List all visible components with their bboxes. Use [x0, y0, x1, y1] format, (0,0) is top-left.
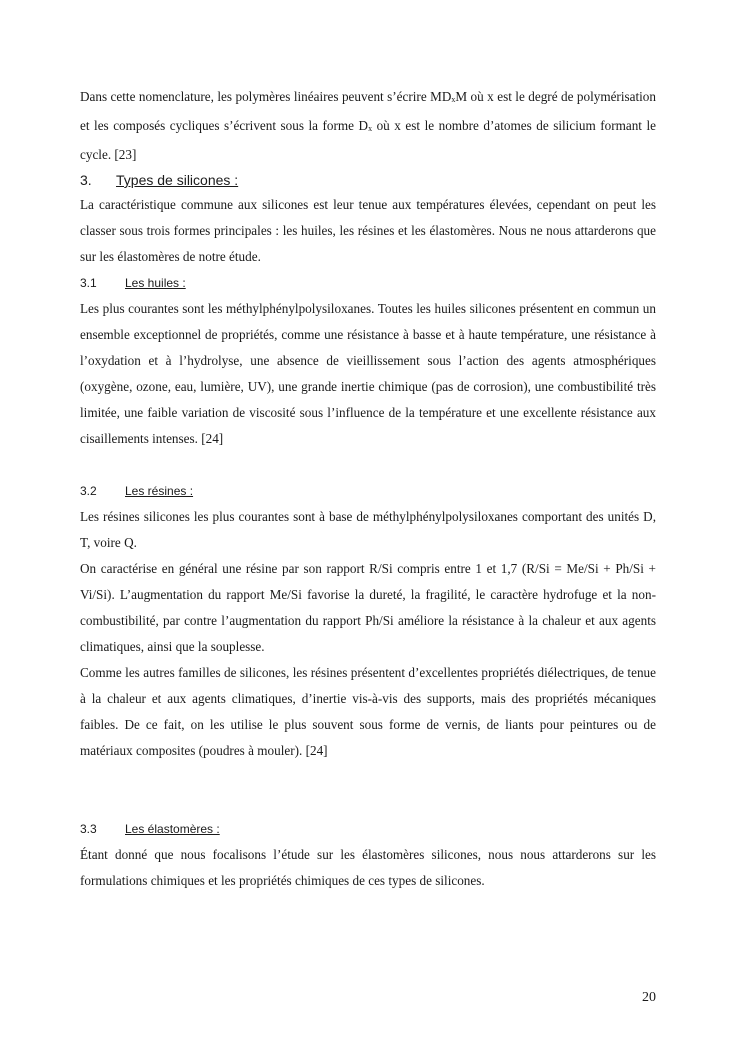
section-3-1-heading — [80, 270, 656, 296]
subscript-x: x — [451, 95, 456, 104]
section-title: Les résines : — [125, 484, 194, 498]
section-3-2-heading — [80, 478, 656, 504]
section-3-2-paragraph-1: Les résines silicones les plus courantes sont à base de méthylphénylpolysiloxanes comportant des unités D, T, voire Q. — [80, 509, 656, 550]
section-number: 3.1 — [80, 276, 97, 290]
section-3-paragraph: La caractéristique commune aux silicones est leur tenue aux températures élevées, cependant on peut les classer sous trois formes principales : les huiles, les résines et les élastomères. Nous ne nous attarderons que sur les élastomères de notre étude. — [80, 197, 656, 264]
section-3-3-heading — [80, 816, 656, 842]
section-3-heading — [80, 168, 656, 192]
section-number: 3. — [80, 172, 92, 188]
section-title: Types de silicones : — [116, 172, 239, 188]
section-title: Les élastomères : — [125, 822, 220, 836]
page-number: 20 — [642, 990, 656, 1005]
section-3-2-paragraph-2: On caractérise en général une résine par son rapport R/Si compris entre 1 et 1,7 (R/Si = Me/Si + Ph/Si + Vi/Si). L’augmentation du rapport Me/Si favorise la dureté, la fragilité, le caractère hydrofuge et la non-combustibilité, par contre l’augmentation du rapport Ph/Si améliore la résistance à la chaleur et aux agents climatiques, ainsi que la souplesse. — [80, 561, 656, 654]
section-number: 3.2 — [80, 484, 97, 498]
section-3-3-paragraph: Étant donné que nous focalisons l’étude sur les élastomères silicones, nous nous attarderons sur les formulations chimiques et les propriétés chimiques de ces types de silicones. — [80, 847, 656, 888]
section-3-1-paragraph: Les plus courantes sont les méthylphénylpolysiloxanes. Toutes les huiles silicones présentent en commun un ensemble exceptionnel de propriétés, comme une résistance à basse et à haute température, une résistance à l’oxydation et à l’hydrolyse, une absence de vieillissement sous l’action des agents atmosphériques (oxygène, ozone, eau, lumière, UV), une grande inertie chimique (pas de corrosion), une combustibilité très limitée, une faible variation de viscosité sous l’influence de la température et une excellente résistance aux cisaillements intenses. [24] — [80, 301, 656, 446]
section-3-2-paragraph-3: Comme les autres familles de silicones, les résines présentent d’excellentes propriétés diélectriques, de tenue à la chaleur et aux agents climatiques, d’inertie vis-à-vis des supports, mais des propriétés mécaniques faibles. De ce fait, on les utilise le plus souvent sous forme de vernis, de liants pour peintures ou de matériaux composites (poudres à mouler). [24] — [80, 665, 656, 758]
section-title: Les huiles : — [125, 276, 186, 290]
document-page — [80, 84, 656, 894]
section-number: 3.3 — [80, 822, 97, 836]
subscript-x: x — [368, 124, 373, 133]
intro-paragraph: Dans cette nomenclature, les polymères linéaires peuvent s’écrire $MD_xM$ où x est le degré de polymérisation et les composés cycliques s’écrivent sous la forme $D_x$ où x est le nombre d’atomes de silicium formant le cycle. [23] — [80, 89, 656, 162]
